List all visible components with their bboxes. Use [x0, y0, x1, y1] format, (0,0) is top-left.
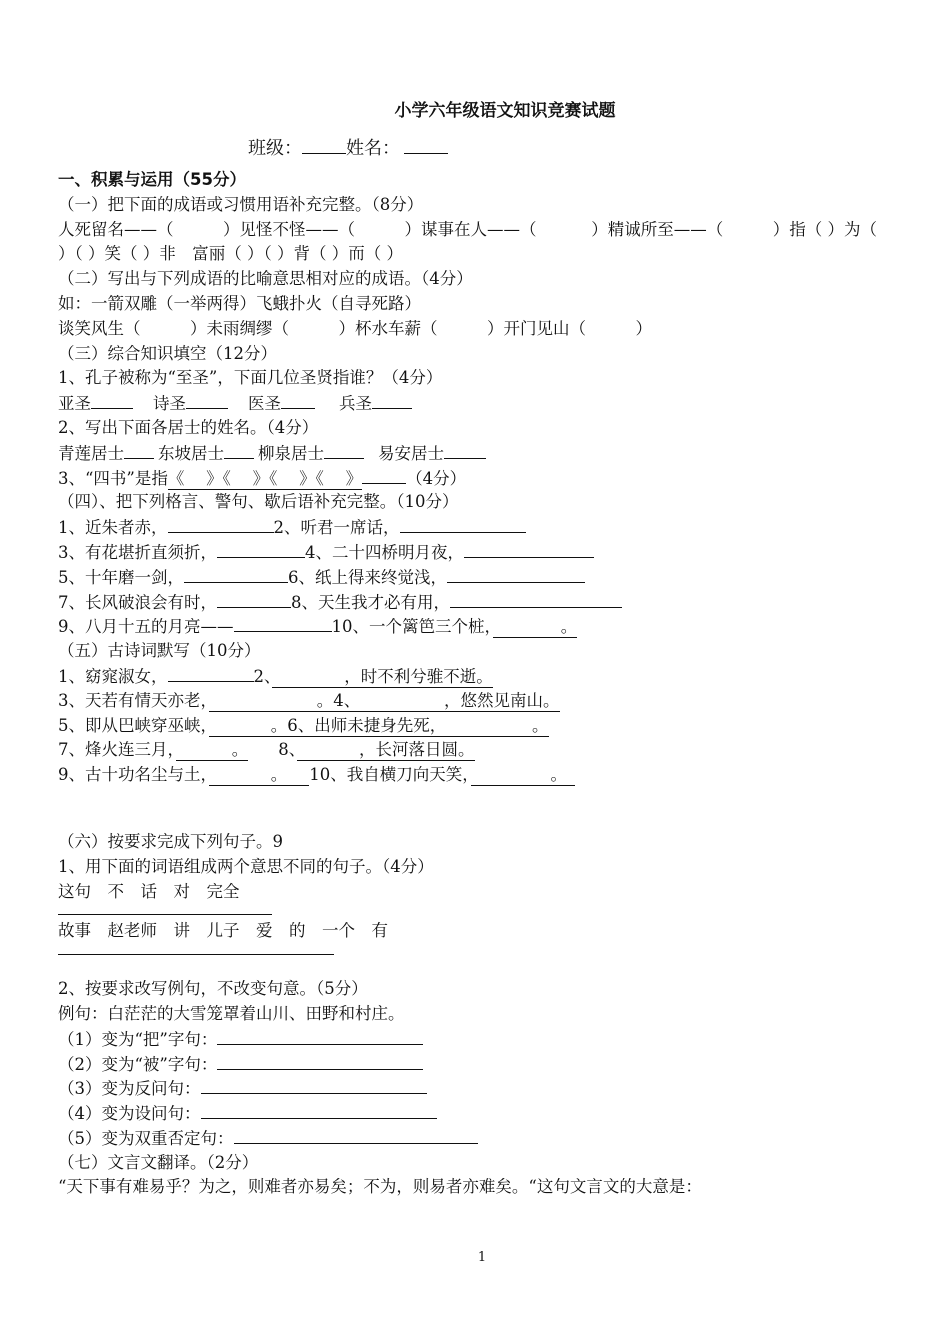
- proverb-text: 10、一个篱笆三个桩，: [331, 617, 493, 637]
- hermit-label: 青莲居士: [58, 443, 124, 463]
- proverb-blank[interactable]: [168, 515, 274, 533]
- class-blank[interactable]: [302, 136, 346, 154]
- poem-text: 1、窈窕淑女，: [58, 666, 168, 686]
- poem-row: [58, 689, 918, 714]
- proverb-text: 8、天生我才必有用，: [291, 592, 450, 612]
- sage-label: 医圣: [248, 394, 281, 414]
- four-books-blanks[interactable]: 《 》《 》《 》《 》: [167, 468, 363, 488]
- sage-label: 亚圣: [58, 394, 91, 414]
- part-1-heading: （一）把下面的成语或习惯用语补充完整。（8分）: [58, 194, 424, 214]
- poem-row: [58, 738, 918, 763]
- rewrite-task: [58, 1101, 918, 1126]
- poem-blank[interactable]: [168, 664, 254, 682]
- sage-blank[interactable]: [186, 391, 228, 409]
- word-group-2: 故事 赵老师 讲 儿子 爱 的 一个 有: [58, 921, 388, 941]
- rewrite-answer-blank[interactable]: [217, 1027, 423, 1045]
- proverb-blank[interactable]: [450, 590, 622, 608]
- part-1-line-1: 人死留名——（ ）见怪不怪——（ ）谋事在人——（ ）精诚所至——（ ）指（ ）为（: [58, 219, 877, 239]
- page-number: 1: [477, 1250, 487, 1265]
- hermit-blank[interactable]: [444, 441, 486, 459]
- poem-blank[interactable]: [297, 740, 475, 761]
- hermit-label: 柳泉居士: [258, 443, 324, 463]
- sage-label: 兵圣: [339, 394, 372, 414]
- proverb-blank[interactable]: [464, 540, 594, 558]
- rewrite-answer-blank[interactable]: [201, 1101, 437, 1119]
- sage-blank[interactable]: [372, 391, 412, 409]
- poem-row: [58, 664, 918, 689]
- proverb-blank[interactable]: [493, 617, 578, 638]
- rewrite-task: [58, 1027, 918, 1052]
- poem-blank[interactable]: [209, 716, 438, 737]
- poem-text: ，长河落日圆。: [359, 740, 475, 760]
- poem-blank[interactable]: [438, 716, 549, 737]
- class-label: 班级：: [248, 138, 302, 159]
- proverb-blank[interactable]: [234, 614, 332, 632]
- rewrite-task: [58, 1052, 918, 1077]
- proverb-blank[interactable]: [217, 590, 291, 608]
- answer-line-1[interactable]: [58, 904, 272, 915]
- rewrite-answer-blank[interactable]: [201, 1076, 427, 1094]
- sage-blank[interactable]: [281, 391, 315, 409]
- name-blank[interactable]: [404, 136, 448, 154]
- proverb-period: 。: [560, 617, 578, 637]
- part-3-q1: 1、孔子被称为“至圣”，下面几位圣贤指谁？（4分）: [58, 368, 443, 388]
- part-4-heading: （四）、把下列格言、警句、歇后语补充完整。（10分）: [58, 492, 459, 512]
- poem-blank[interactable]: [209, 691, 352, 712]
- rewrite-task-label: （4）变为设问句：: [58, 1104, 201, 1124]
- proverb-row: [58, 540, 918, 565]
- four-books-tail-blank: [362, 466, 406, 484]
- proverb-text: 9、八月十五的月亮——: [58, 617, 234, 637]
- poem-text: 。: [532, 715, 549, 735]
- rewrite-task-label: （5）变为双重否定句：: [58, 1128, 234, 1148]
- hermit-blank[interactable]: [124, 441, 154, 459]
- poem-blank[interactable]: [176, 740, 249, 761]
- proverb-text: 4、二十四桥明月夜，: [305, 542, 464, 562]
- proverb-row: [58, 565, 918, 590]
- part-7-heading: （七）文言文翻译。（2分）: [58, 1152, 259, 1172]
- poem-text: 。: [231, 740, 249, 760]
- poem-text: 。6、出师未捷身先死，: [270, 715, 438, 735]
- part-1-line-2: ）（ ）笑（ ）非 富丽（ ）（ ）背（ ）而（ ）: [58, 244, 403, 264]
- student-info-line: [248, 134, 448, 160]
- section-1-heading: 一、积累与运用（55分）: [58, 170, 246, 189]
- poem-text: 3、天若有情天亦老，: [58, 690, 209, 710]
- part-6-q2: 2、按要求改写例句，不改变句意。（5分）: [58, 979, 368, 999]
- proverb-text: 3、有花堪折直须折，: [58, 542, 217, 562]
- part-5-heading: （五）古诗词默写（10分）: [58, 641, 261, 661]
- exam-title: 小学六年级语文知识竞赛试题: [394, 101, 616, 121]
- poem-row: [58, 714, 918, 739]
- proverb-row: [58, 515, 918, 540]
- exam-content: [58, 168, 918, 1200]
- hermit-blank[interactable]: [224, 441, 254, 459]
- rewrite-answer-blank[interactable]: [217, 1052, 423, 1070]
- poem-text: ，时不利兮骓不逝。: [344, 666, 493, 686]
- four-books-score: （4分）: [406, 468, 467, 488]
- proverb-blank[interactable]: [184, 565, 288, 583]
- hermit-label: 东坡居士: [158, 443, 224, 463]
- poem-blank[interactable]: [272, 667, 493, 688]
- part-2-line: 谈笑风生（ ）未雨绸缪（ ）杯水车薪（ ）开门见山（ ）: [58, 318, 652, 338]
- poem-row: [58, 763, 918, 788]
- poem-text: 8、: [278, 740, 297, 760]
- rewrite-task-label: （2）变为“被”字句：: [58, 1054, 218, 1074]
- poem-text: 2、: [253, 666, 273, 686]
- part-6-q1: 1、用下面的词语组成两个意思不同的句子。（4分）: [58, 856, 434, 876]
- poem-text: ，悠然见南山。: [444, 690, 560, 710]
- proverb-text: 6、纸上得来终觉浅，: [288, 567, 447, 587]
- sage-blank[interactable]: [91, 391, 133, 409]
- hermit-blank[interactable]: [324, 441, 364, 459]
- hermit-label: 易安居士: [378, 443, 444, 463]
- part-2-heading: （二）写出与下列成语的比喻意思相对应的成语。（4分）: [58, 269, 473, 289]
- name-label: 姓名：: [346, 138, 400, 159]
- rewrite-task-label: （1）变为“把”字句：: [58, 1029, 218, 1049]
- word-group-1: 这句 不 话 对 完全: [58, 881, 240, 901]
- proverb-blank[interactable]: [447, 565, 585, 583]
- poem-text: 7、烽火连三月，: [58, 740, 176, 760]
- proverb-blank[interactable]: [400, 515, 526, 533]
- poem-text: 。4、: [316, 690, 352, 710]
- poem-text: 10、我自横刀向天笑，: [309, 765, 471, 785]
- part-7-text: “天下事有难易乎？为之，则难者亦易矣；不为，则易者亦难矣。“这句文言文的大意是：: [58, 1177, 702, 1197]
- part-3-heading: （三）综合知识填空（12分）: [58, 343, 277, 363]
- part-3-q2: 2、写出下面各居士的姓名。（4分）: [58, 417, 319, 437]
- part-2-example: 如：一箭双雕（一举两得）飞蛾扑火（自寻死路）: [58, 293, 421, 313]
- rewrite-task: [58, 1126, 918, 1151]
- proverb-row: [58, 590, 918, 615]
- part-6-example: 例句：白茫茫的大雪笼罩着山川、田野和村庄。: [58, 1003, 405, 1023]
- hermits-line: [58, 441, 918, 466]
- proverb-text: 5、十年磨一剑，: [58, 567, 184, 587]
- poem-text: 5、即从巴峡穿巫峡，: [58, 715, 209, 735]
- four-books-prefix: 3、“四书”是指: [58, 468, 168, 488]
- poem-text: 。: [550, 765, 567, 785]
- part-3-q3: [58, 466, 918, 491]
- poem-text: 9、古十功名尘与土，: [58, 765, 209, 785]
- poem-text: 。: [270, 765, 288, 785]
- proverb-text: 2、听君一席话，: [273, 518, 400, 538]
- poem-blank[interactable]: [471, 765, 576, 786]
- rewrite-task-label: （3）变为反问句：: [58, 1079, 201, 1099]
- part-6-heading: （六）按要求完成下列句子。9: [58, 831, 283, 851]
- proverb-blank[interactable]: [217, 540, 305, 558]
- poem-blank[interactable]: [352, 691, 560, 712]
- sages-line: [58, 391, 918, 416]
- answer-line-2[interactable]: [58, 944, 334, 955]
- rewrite-task: [58, 1076, 918, 1101]
- rewrite-answer-blank[interactable]: [234, 1126, 478, 1144]
- proverb-row: [58, 614, 918, 639]
- sage-label: 诗圣: [153, 394, 186, 414]
- poem-blank[interactable]: [209, 765, 310, 786]
- proverb-text: 7、长风破浪会有时，: [58, 592, 217, 612]
- proverb-text: 1、近朱者赤，: [58, 518, 168, 538]
